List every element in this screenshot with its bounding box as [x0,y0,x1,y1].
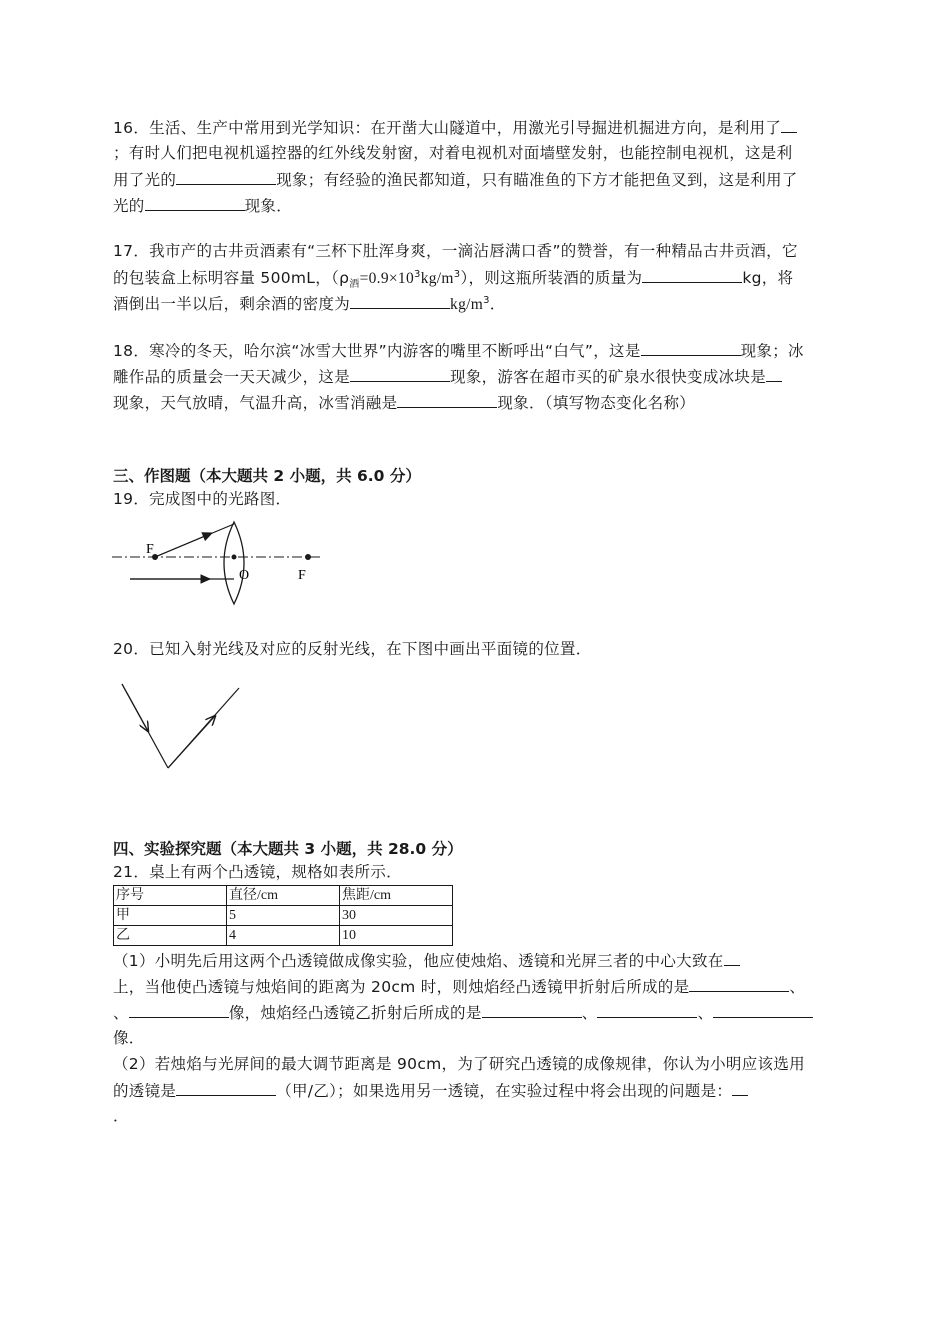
answer-blank[interactable] [145,192,245,211]
table-cell: 4 [227,926,340,946]
q17-line3-end: ． [489,295,506,313]
separator: 、 [789,978,806,996]
answer-blank[interactable] [129,999,229,1018]
incident-ray-arrow [122,684,148,731]
exponent: 3 [483,295,490,306]
q16-line4-start: 光的 [113,197,145,215]
answer-blank[interactable] [766,363,782,382]
answer-blank[interactable] [176,166,276,185]
question-19 [113,486,838,512]
table-cell: 30 [340,906,453,926]
q18-line2-end: 现象，游客在超市买的矿泉水很快变成冰块是 [450,368,767,386]
exponent: 3 [453,269,461,280]
optical-center-point [232,555,237,560]
table-cell: 乙 [114,926,227,946]
q18-line1-end: 现象；冰 [740,342,804,360]
separator: 、 [581,1004,598,1022]
q18-line3-start: 现象，天气放晴，气温升高，冰雪消融是 [113,394,398,412]
density-unit: kg/m [420,270,454,287]
reflection-diagram [116,680,246,772]
q16-line3-end: 现象；有经验的渔民都知道，只有瞄准鱼的下方才能把鱼叉到，这是利用了 [276,171,798,189]
section-3-title: 三、作图题（本大题共 2 小题，共 6.0 分） [113,467,421,485]
answer-blank[interactable] [642,264,742,283]
answer-blank[interactable] [597,999,697,1018]
separator: 、 [113,1004,129,1022]
right-focus-point [305,554,311,560]
exponent: 3 [414,269,421,280]
q18-line2-start: 雕作品的质量会一天天减少，这是 [113,368,351,386]
answer-blank[interactable] [781,114,797,133]
table-cell: 10 [340,926,453,946]
convex-lens [224,522,244,604]
density-unit: kg/m [450,296,484,313]
q17-line2-mid: ），则这瓶所装酒的质量为 [460,269,643,287]
section-4-title: 四、实验探究题（本大题共 3 小题，共 28.0 分） [113,840,463,858]
answer-blank[interactable] [724,947,740,966]
question-17 [113,238,838,316]
focus-label-left: F [146,542,154,557]
question-21-intro [113,859,838,885]
table-header-cell: 序号 [114,886,227,906]
question-18 [113,337,838,415]
question-20 [113,636,838,662]
q21-part2-line2-end: （甲/乙）；如果选用另一透镜，在实验过程中将会出现的问题是： [276,1082,733,1100]
answer-blank[interactable] [641,337,741,356]
answer-blank[interactable] [732,1077,748,1096]
table-cell: 甲 [114,906,227,926]
q21-part2-line2-start: 的透镜是 [113,1082,177,1100]
separator: 、 [697,1004,714,1022]
answer-blank[interactable] [350,290,450,309]
lens-spec-table [113,885,453,946]
q16-line3-start: 用了光的 [113,171,177,189]
question-16 [113,114,838,218]
answer-blank[interactable] [713,999,813,1018]
table-header-cell: 直径/cm [227,886,340,906]
answer-blank[interactable] [482,999,582,1018]
q20-text: 20．已知入射光线及对应的反射光线，在下图中画出平面镜的位置． [113,640,592,658]
optical-center-label: O [239,568,250,583]
q21-part1-line4: 像． [113,1029,145,1047]
q19-text: 19．完成图中的光路图． [113,490,292,508]
density-value: =0.9×10 [359,270,415,287]
q21-part1-line1: （1）小明先后用这两个凸透镜做成像实验，他应使烛焰、透镜和光屏三者的中心大致在 [113,952,724,970]
table-row [114,926,453,946]
ray-through-focus-arrow [155,533,212,557]
table-header-cell: 焦距/cm [340,886,453,906]
q21-part2-line1: （2）若烛焰与光屏间的最大调节距离是 90cm，为了研究凸透镜的成像规律，你认为小明应该选用 [113,1055,805,1073]
q18-line1-start: 18．寒冷的冬天，哈尔滨“冰雪大世界”内游客的嘴里不断呼出“白气”，这是 [113,342,641,360]
table-row [114,906,453,926]
question-21-body [113,947,838,1129]
density-subscript: 酒 [349,279,360,291]
table-header-row [114,886,453,906]
q16-line1: 16．生活、生产中常用到光学知识：在开凿大山隧道中，用激光引导掘进机掘进方向，是利用了 [113,119,782,137]
q18-line3-end: 现象．（填写物态变化名称） [497,394,696,412]
q16-line2: ；有时人们把电视机遥控器的红外线发射窗，对着电视机对面墙壁发射，也能控制电视机，这是利 [113,144,793,162]
q21-intro: 21．桌上有两个凸透镜，规格如表所示． [113,863,402,881]
answer-blank[interactable] [350,363,450,382]
q17-line2-start: 的包装盒上标明容量 500mL，（ρ [113,269,350,287]
table-cell: 5 [227,906,340,926]
focus-label-right: F [298,568,306,583]
q17-line1: 17．我市产的古井贡酒素有“三杯下肚浑身爽，一滴沾唇满口香”的赞誉，有一种精品古井贡酒，它 [113,242,798,260]
q21-part2-line3: ． [113,1107,129,1125]
q16-line4-end: 现象． [244,197,293,215]
q17-line2-end: kg，将 [742,269,794,287]
q21-part1-line2: 上，当他使凸透镜与烛焰间的距离为 20cm 时，则烛焰经凸透镜甲折射后所成的是 [113,978,690,996]
answer-blank[interactable] [397,389,497,408]
lens-diagram [108,518,328,610]
q21-part1-line3: 像，烛焰经凸透镜乙折射后所成的是 [228,1004,482,1022]
answer-blank[interactable] [689,973,789,992]
reflected-ray-arrow [168,716,215,768]
answer-blank[interactable] [176,1077,276,1096]
q17-line3-start: 酒倒出一半以后，剩余酒的密度为 [113,295,351,313]
